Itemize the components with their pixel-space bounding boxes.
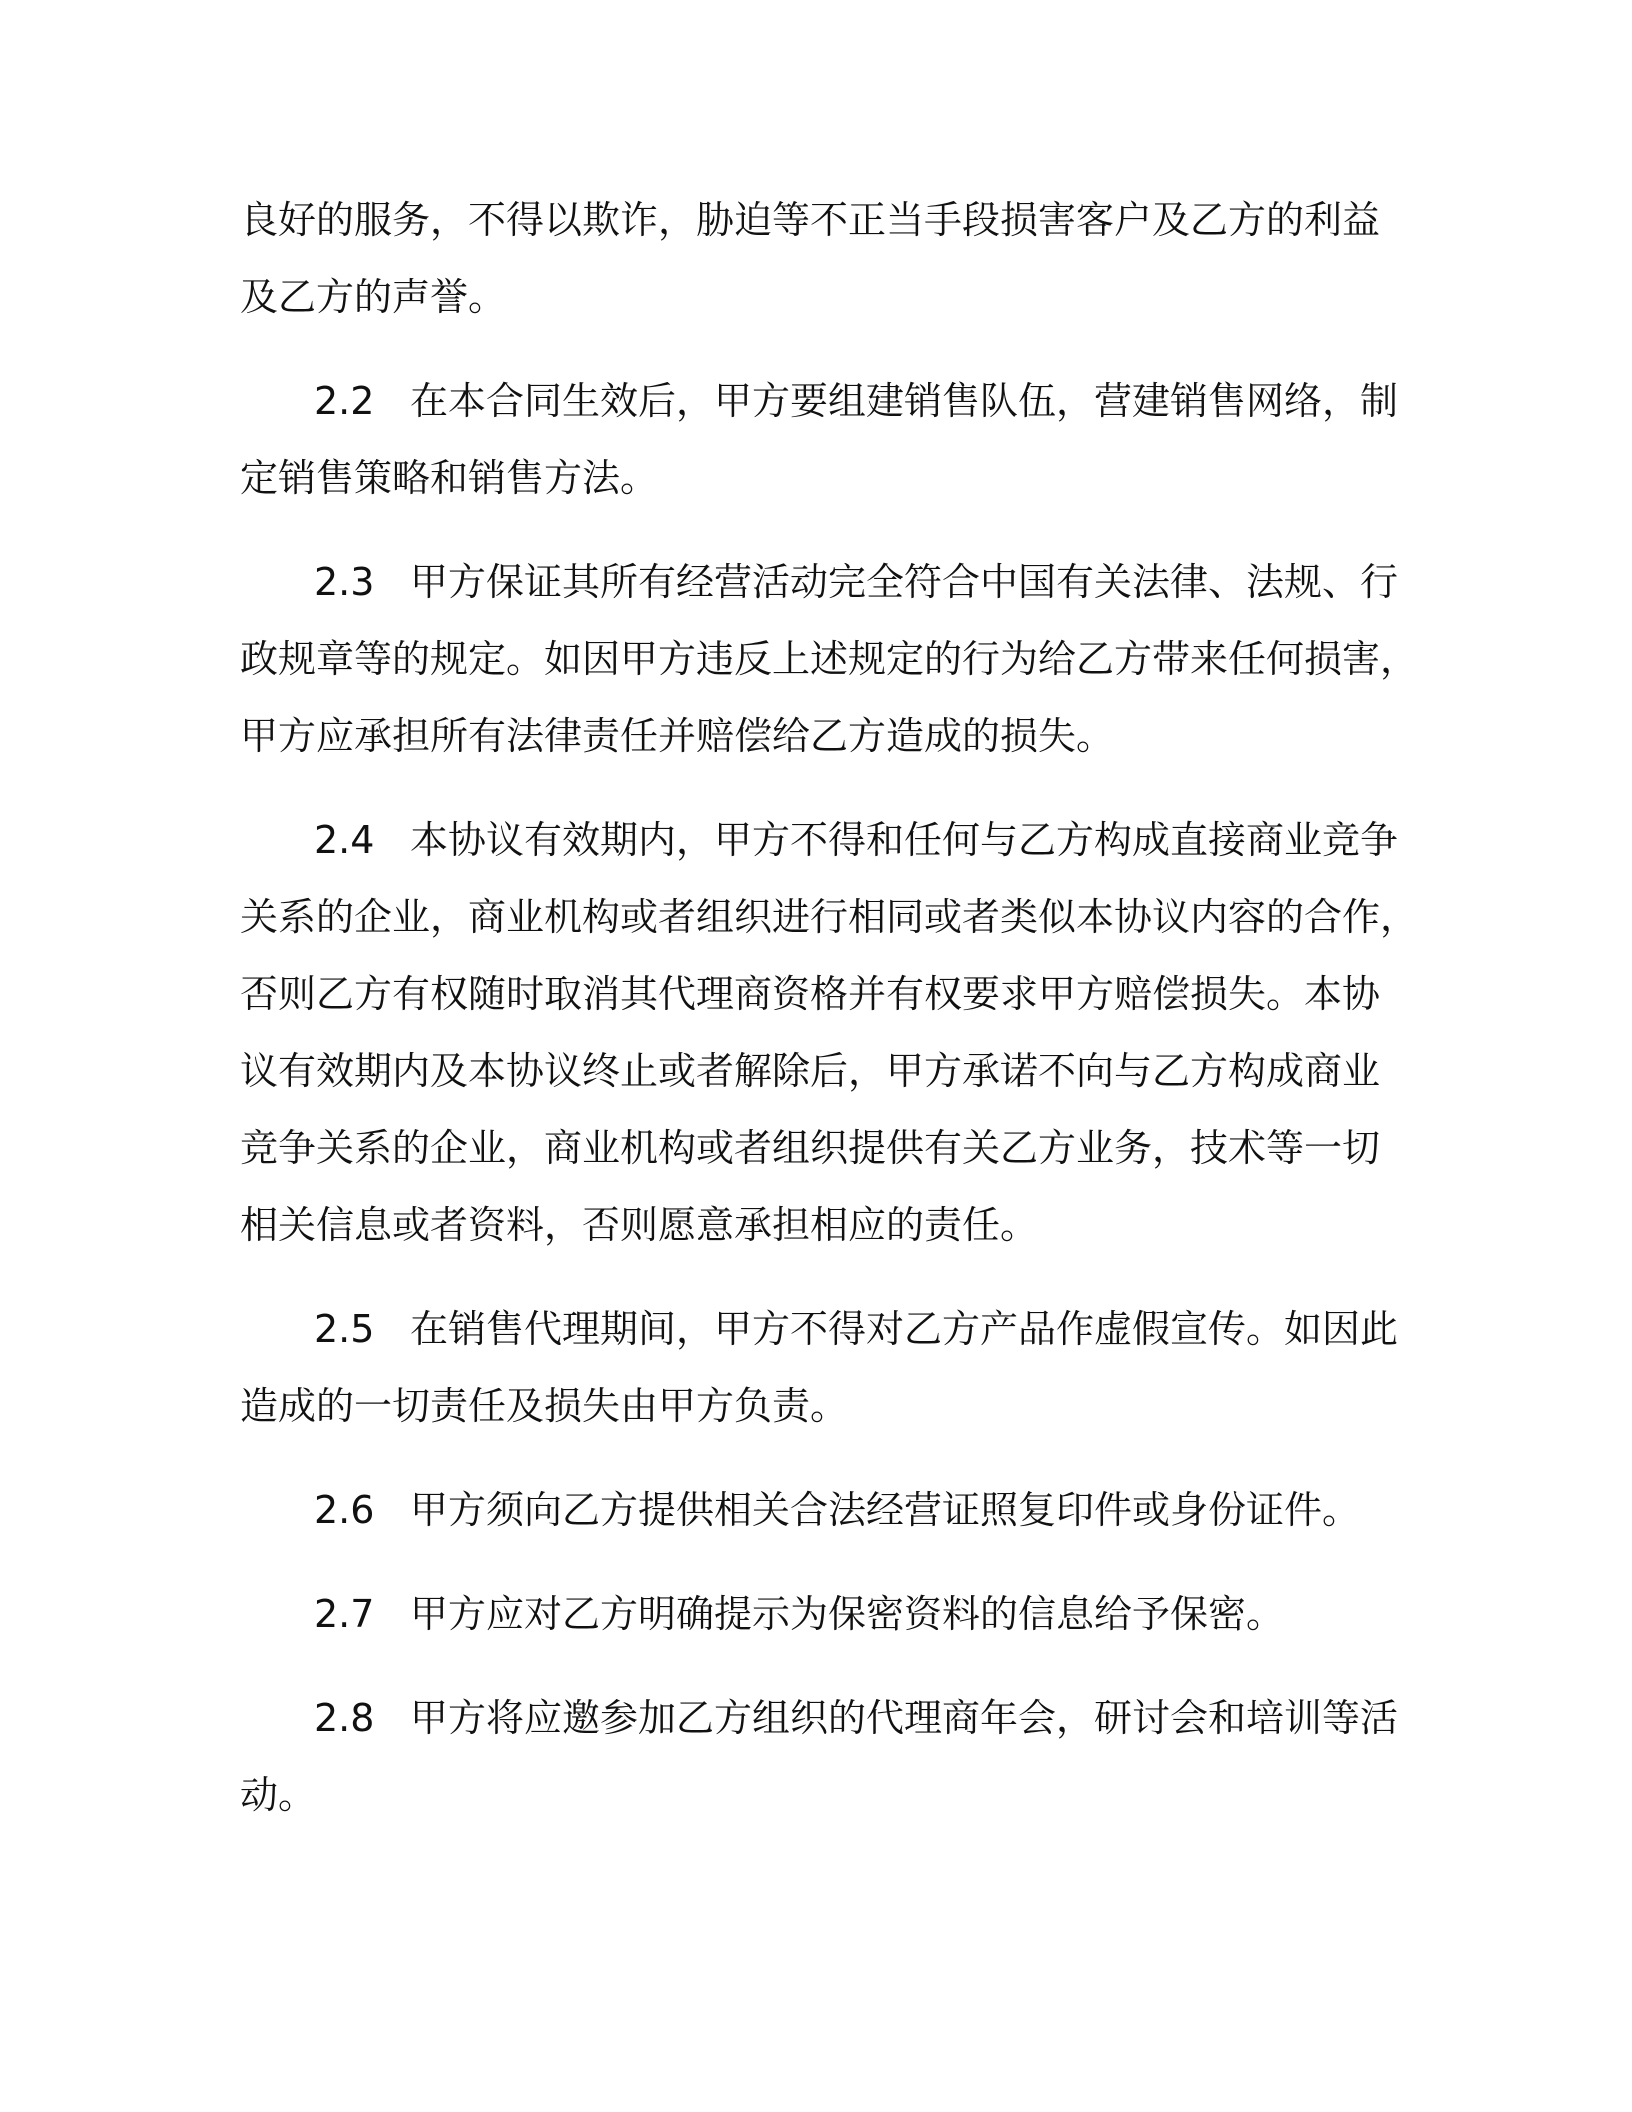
text-line: 否则乙方有权随时取消其代理商资格并有权要求甲方赔偿损失。本协 [240,972,1381,1016]
clause-2-5 [240,1291,1400,1445]
text-line [240,544,1400,621]
clause-number: 2.8 [314,1696,375,1740]
text-line: 甲方应承担所有法律责任并赔偿给乙方造成的损失。 [240,714,1115,758]
clause-2-3 [240,544,1419,775]
clause-number: 2.5 [314,1307,375,1351]
clause-text: 本协议有效期内，甲方不得和任何与乙方构成直接商业竞争 [410,818,1399,862]
clause-number: 2.4 [314,818,375,862]
clause-text: 甲方将应邀参加乙方组织的代理商年会，研讨会和培训等活 [410,1696,1399,1740]
text-line [240,1680,1400,1757]
text-line: 动。 [240,1773,317,1817]
text-line [240,1576,1400,1653]
text-line [240,1472,1400,1549]
text-line [240,1291,1400,1368]
text-line: 及乙方的声誉。 [240,275,507,319]
clause-text: 甲方保证其所有经营活动完全符合中国有关法律、法规、行 [410,560,1399,604]
clause-2-4 [240,802,1419,1264]
text-line: 竞争关系的企业，商业机构或者组织提供有关乙方业务，技术等一切 [240,1126,1381,1170]
clause-text: 甲方须向乙方提供相关合法经营证照复印件或身份证件。 [410,1488,1361,1532]
paragraph-continued [240,182,1400,336]
clause-text: 在销售代理期间，甲方不得对乙方产品作虚假宣传。如因此 [410,1307,1399,1351]
clause-2-8 [240,1680,1400,1834]
text-line: 议有效期内及本协议终止或者解除后，甲方承诺不向与乙方构成商业 [240,1049,1381,1093]
text-line [240,363,1400,440]
text-line: 定销售策略和销售方法。 [240,456,659,500]
text-line: 良好的服务，不得以欺诈，胁迫等不正当手段损害客户及乙方的利益 [240,198,1381,242]
clause-number: 2.2 [314,379,375,423]
clause-2-6 [240,1472,1400,1549]
document-page [240,182,1419,1861]
text-line: 政规章等的规定。如因甲方违反上述规定的行为给乙方带来任何损害， [240,637,1419,681]
clause-2-7 [240,1576,1400,1653]
text-line: 相关信息或者资料，否则愿意承担相应的责任。 [240,1203,1039,1247]
clause-number: 2.6 [314,1488,375,1532]
clause-text: 甲方应对乙方明确提示为保密资料的信息给予保密。 [410,1592,1285,1636]
text-line: 关系的企业，商业机构或者组织进行相同或者类似本协议内容的合作， [240,895,1419,939]
clause-2-2 [240,363,1400,517]
text-line [240,802,1400,879]
clause-text: 在本合同生效后，甲方要组建销售队伍，营建销售网络，制 [410,379,1399,423]
clause-number: 2.7 [314,1592,375,1636]
clause-number: 2.3 [314,560,375,604]
text-line: 造成的一切责任及损失由甲方负责。 [240,1384,849,1428]
